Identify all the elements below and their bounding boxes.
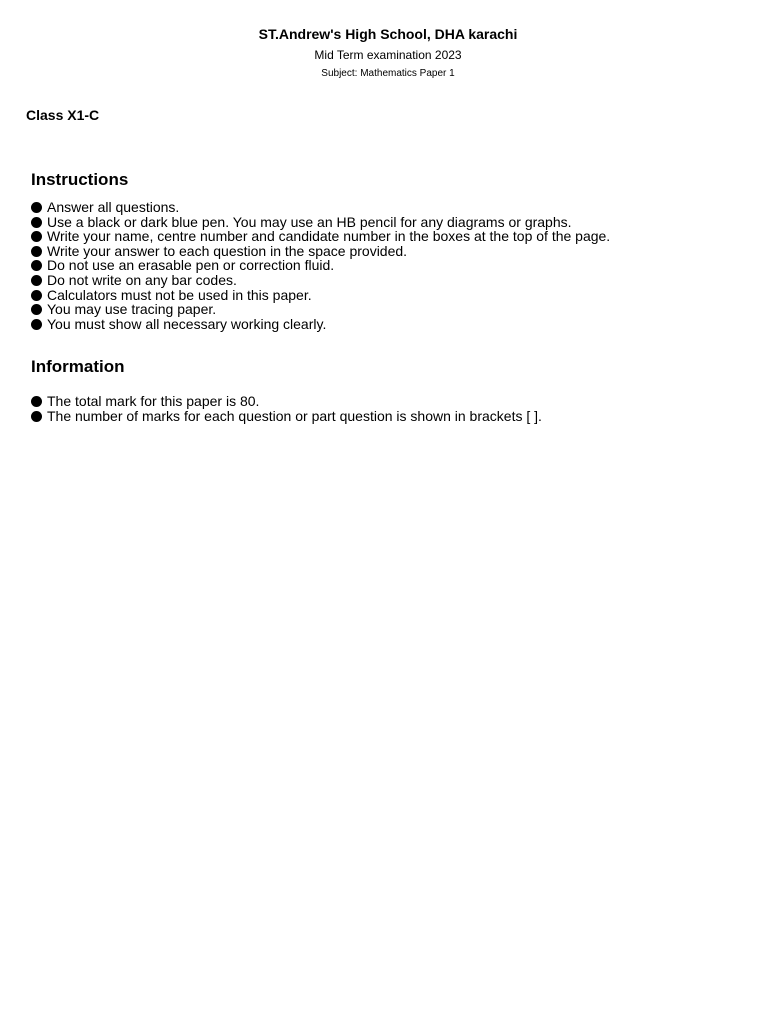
information-item xyxy=(31,394,542,409)
instruction-item xyxy=(31,302,610,317)
bullet-icon xyxy=(31,246,42,257)
bullet-icon xyxy=(31,319,42,330)
bullet-icon xyxy=(31,202,42,213)
instruction-item xyxy=(31,288,610,303)
information-item xyxy=(31,409,542,424)
instruction-text: Do not use an erasable pen or correction fluid. xyxy=(47,257,335,274)
document-header xyxy=(0,25,768,80)
instruction-item xyxy=(31,258,610,273)
instruction-text: Do not write on any bar codes. xyxy=(47,271,237,288)
information-text: The total mark for this paper is 80. xyxy=(47,393,260,409)
subject-line: Subject: Mathematics Paper 1 xyxy=(321,68,455,79)
bullet-icon xyxy=(31,290,42,301)
instruction-text: Calculators must not be used in this paper. xyxy=(47,286,312,303)
instructions-heading: Instructions xyxy=(31,170,129,189)
instruction-text: Write your answer to each question in the space provided. xyxy=(47,242,408,259)
instruction-item xyxy=(31,229,610,244)
instruction-item xyxy=(31,273,610,288)
instruction-item xyxy=(31,215,610,230)
instruction-item xyxy=(31,200,610,215)
bullet-icon xyxy=(31,275,42,286)
instruction-text: Answer all questions. xyxy=(47,199,180,215)
school-name: ST.Andrew's High School, DHA karachi xyxy=(258,26,518,42)
bullet-icon xyxy=(31,217,42,228)
bullet-icon xyxy=(31,304,42,315)
information-heading: Information xyxy=(31,357,125,376)
bullet-icon xyxy=(31,396,42,407)
information-list xyxy=(31,394,542,423)
instruction-text: You must show all necessary working clearly. xyxy=(47,315,327,332)
class-label: Class X1-C xyxy=(26,107,100,123)
instruction-text: You may use tracing paper. xyxy=(47,301,217,318)
instruction-text: Use a black or dark blue pen. You may use an HB pencil for any diagrams or graphs. xyxy=(47,213,572,230)
exam-title: Mid Term examination 2023 xyxy=(314,48,462,62)
bullet-icon xyxy=(31,260,42,271)
bullet-icon xyxy=(31,411,42,422)
instruction-item xyxy=(31,317,610,332)
instruction-item xyxy=(31,244,610,259)
instructions-list xyxy=(31,200,610,331)
information-text: The number of marks for each question or part question is shown in brackets [ ]. xyxy=(47,407,542,424)
instruction-text: Write your name, centre number and candidate number in the boxes at the top of the page. xyxy=(47,228,611,245)
bullet-icon xyxy=(31,231,42,242)
